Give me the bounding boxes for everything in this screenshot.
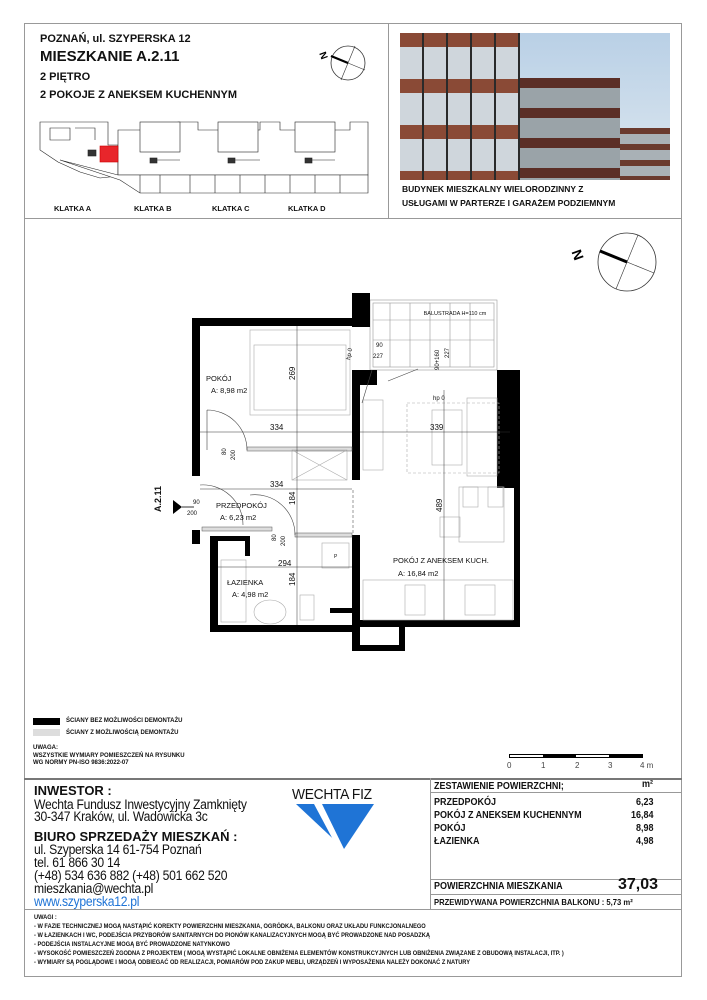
north-label-plan: N bbox=[568, 247, 588, 263]
compass-large-icon bbox=[569, 233, 656, 291]
room-area: A: 16,84 m2 bbox=[398, 569, 439, 578]
legend-label: ŚCIANY Z MOŻLIWOŚCIĄ DEMONTAŻU bbox=[66, 730, 179, 736]
note-title: UWAGA: bbox=[33, 745, 58, 751]
scale-tick: 1 bbox=[541, 761, 546, 770]
window-width: 90 bbox=[376, 343, 383, 349]
dim-label: 184 bbox=[288, 572, 297, 586]
door-width: 80 bbox=[222, 448, 228, 455]
sales-address: ul. Szyperska 14 61-754 Poznań bbox=[34, 842, 202, 857]
sales-title: BIURO SPRZEDAŻY MIESZKAŃ : bbox=[34, 829, 238, 844]
note-line: WG NORMY PN-ISO 9836:2022-07 bbox=[33, 760, 129, 766]
area-name: POKÓJ bbox=[434, 823, 466, 834]
notes-title: UWAGI : bbox=[34, 914, 57, 921]
area-value: 4,98 bbox=[636, 836, 654, 847]
divider bbox=[430, 894, 682, 895]
door-width: 80 bbox=[272, 534, 278, 541]
website-link[interactable]: www.szyperska12.pl bbox=[34, 894, 140, 909]
door-height: 200 bbox=[231, 449, 237, 460]
logo-icon bbox=[292, 803, 382, 851]
area-name: ŁAZIENKA bbox=[434, 836, 480, 847]
entrance-arrow-icon bbox=[173, 500, 182, 514]
floor: 2 PIĘTRO bbox=[40, 71, 91, 83]
partition-walls bbox=[202, 447, 352, 537]
klatka-a-label: KLATKA A bbox=[54, 204, 92, 213]
investor-name: Wechta Fundusz Inwestycyjny Zamknięty bbox=[34, 797, 247, 812]
klatka-b-label: KLATKA B bbox=[134, 204, 172, 213]
note-line: - W ŁAZIENKACH I WC, PODEJŚCIA PRZYBORÓW SANITARNYCH DO PIONÓW KANALIZACYJNYCH MOGĄ BYĆ PROWADZONE NAD POSADZKĄ bbox=[34, 932, 430, 939]
dim-label: 334 bbox=[270, 423, 284, 432]
total-area-label: POWIERZCHNIA MIESZKANIA bbox=[434, 881, 563, 892]
areas-unit: m² bbox=[642, 779, 654, 790]
balustrade-label: BALUSTRADA H=110 cm bbox=[423, 311, 487, 317]
note-line: - WYMIARY SĄ POGLĄDOWE I MOGĄ ODBIEGAĆ OD REALIZACJI, POMIARÓW POD ZAKUP MEBLI, URZĄDZEŃ I WYPOSAŻENIA NALEŻY DOKONAĆ Z NATURY bbox=[34, 959, 471, 966]
sales-mobile: (+48) 534 636 882 (+48) 501 662 520 bbox=[34, 868, 228, 883]
scale-tick: 3 bbox=[608, 761, 613, 770]
divider bbox=[430, 792, 682, 793]
klatka-d-label: KLATKA D bbox=[288, 204, 326, 213]
boiler-label: P bbox=[334, 554, 338, 560]
note-line: - W FAZIE TECHNICZNEJ MOGĄ NASTĄPIĆ KOREKTY POWIERZCHNI MIESZKANIA, OGRÓDKA, BALKONU ORAZ UKŁADU FUNKCJONALNEGO bbox=[34, 923, 426, 930]
room-area: A: 6,23 m2 bbox=[220, 513, 257, 522]
dim-label: 294 bbox=[278, 559, 292, 568]
address: POZNAŃ, ul. SZYPERSKA 12 bbox=[40, 33, 191, 45]
north-label: N bbox=[316, 50, 330, 62]
room-name: POKÓJ Z ANEKSEM KUCH. bbox=[393, 556, 489, 565]
window-height: 227 bbox=[373, 354, 384, 360]
note-line: - WYSOKOŚĆ POMIESZCZEŃ ZGODNA Z PROJEKTEM ( MOGĄ WYSTĄPIĆ LOKALNE OBNIŻENIA ELEMENTÓW KONSTRUKCYJNYCH LUB OBNIŻENIA ZWIĄZANE Z OBUDOWĄ INSTALACJI, ITP. ) bbox=[34, 950, 564, 957]
area-value: 16,84 bbox=[631, 810, 654, 821]
balcony-door-height: 227 bbox=[445, 347, 451, 358]
area-value: 8,98 bbox=[636, 823, 654, 834]
note-line: - PODEJŚCIA INSTALACYJNE MOGĄ BYĆ PROWADZONE NATYNKOWO bbox=[34, 941, 230, 948]
building-caption-2: USŁUGAMI W PARTERZE I GARAŻEM PODZIEMNYM bbox=[402, 198, 616, 208]
investor-address: 30-347 Kraków, ul. Wadowicka 3c bbox=[34, 809, 208, 824]
investor-title: INWESTOR : bbox=[34, 783, 112, 798]
area-name: PRZEDPOKÓJ bbox=[434, 797, 497, 808]
dim-label: 334 bbox=[270, 480, 284, 489]
note-line: WSZYSTKIE WYMIARY POMIESZCZEŃ NA RYSUNKU bbox=[33, 753, 185, 759]
door-height: 200 bbox=[187, 511, 198, 517]
room-name: ŁAZIENKA bbox=[227, 578, 264, 587]
area-name: POKÓJ Z ANEKSEM KUCHENNYM bbox=[434, 810, 582, 821]
building-caption-1: BUDYNEK MIESZKALNY WIELORODZINNY Z bbox=[402, 184, 584, 194]
total-area-value: 37,03 bbox=[618, 876, 659, 893]
entrance-label: A.2.11 bbox=[153, 485, 163, 512]
areas-title: ZESTAWIENIE POWIERZCHNI; bbox=[434, 781, 564, 792]
threshold-height: hp 0 bbox=[433, 396, 445, 402]
legend-swatch-solid bbox=[33, 718, 60, 725]
dim-label: 339 bbox=[430, 423, 444, 432]
area-value: 6,23 bbox=[636, 797, 654, 808]
legend-swatch-light bbox=[33, 729, 60, 736]
scale-tick: 4 m bbox=[640, 761, 654, 770]
threshold-height: hp 0 bbox=[346, 347, 354, 361]
scale-tick: 0 bbox=[507, 761, 512, 770]
room-area: A: 4,98 m2 bbox=[232, 590, 269, 599]
dim-label: 489 bbox=[435, 498, 444, 512]
door-width: 90 bbox=[193, 500, 200, 506]
room-name: PRZEDPOKÓJ bbox=[216, 501, 267, 510]
dim-label: 184 bbox=[288, 491, 297, 505]
legend-label: ŚCIANY BEZ MOŻLIWOŚCI DEMONTAŻU bbox=[66, 718, 183, 724]
sales-phone: tel. 61 866 30 14 bbox=[34, 855, 120, 870]
klatka-c-label: KLATKA C bbox=[212, 204, 250, 213]
door-height: 200 bbox=[281, 535, 287, 546]
room-name: POKÓJ bbox=[206, 374, 232, 383]
balcony-door-width: 90+160 bbox=[435, 349, 441, 370]
sales-email[interactable]: mieszkania@wechta.pl bbox=[34, 881, 154, 896]
balcony-area: PRZEWIDYWANA POWIERZCHNIA BALKONU : 5,73 m² bbox=[434, 897, 633, 907]
apartment-type: 2 POKOJE Z ANEKSEM KUCHENNYM bbox=[40, 89, 238, 101]
dim-label: 269 bbox=[288, 366, 297, 380]
logo-text: WECHTA FIZ bbox=[292, 786, 372, 803]
room-area: A: 8,98 m2 bbox=[211, 386, 248, 395]
scale-tick: 2 bbox=[575, 761, 580, 770]
apartment-title: MIESZKANIE A.2.11 bbox=[40, 48, 180, 65]
scale-bar bbox=[509, 754, 643, 758]
